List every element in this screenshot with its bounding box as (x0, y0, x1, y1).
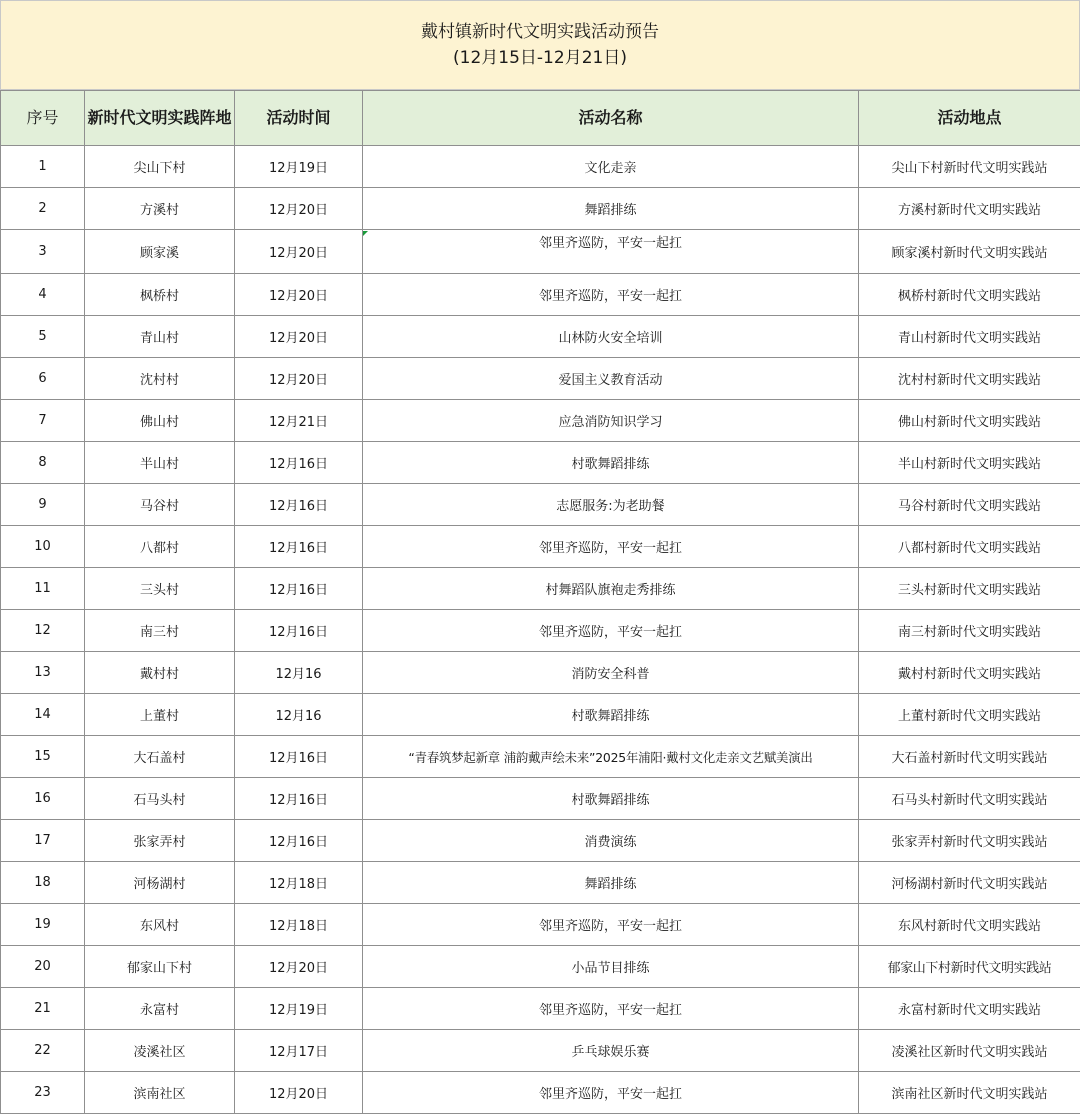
cell-time: 12月21日 (235, 400, 363, 442)
cell-time: 12月16 (235, 652, 363, 694)
cell-activity: 山林防火安全培训 (363, 316, 859, 358)
cell-place: 尖山下村新时代文明实践站 (859, 146, 1080, 188)
cell-activity: 邻里齐巡防，平安一起扛 (363, 610, 859, 652)
cell-site: 沈村村 (85, 358, 235, 400)
cell-activity: 邻里齐巡防，平安一起扛 (363, 904, 859, 946)
cell-time: 12月16日 (235, 442, 363, 484)
cell-time: 12月20日 (235, 1072, 363, 1114)
cell-place: 郁家山下村新时代文明实践站 (859, 946, 1080, 988)
cell-site: 佛山村 (85, 400, 235, 442)
cell-site: 青山村 (85, 316, 235, 358)
cell-place: 凌溪社区新时代文明实践站 (859, 1030, 1080, 1072)
cell-time: 12月20日 (235, 188, 363, 230)
table-row (1, 820, 1080, 862)
cell-site: 东风村 (85, 904, 235, 946)
cell-time: 12月18日 (235, 904, 363, 946)
cell-site: 三头村 (85, 568, 235, 610)
cell-place: 马谷村新时代文明实践站 (859, 484, 1080, 526)
cell-activity: 文化走亲 (363, 146, 859, 188)
cell-activity: 村歌舞蹈排练 (363, 778, 859, 820)
column-header-place: 活动地点 (859, 91, 1080, 146)
cell-activity: 小品节目排练 (363, 946, 859, 988)
cell-place: 戴村村新时代文明实践站 (859, 652, 1080, 694)
cell-place: 上董村新时代文明实践站 (859, 694, 1080, 736)
cell-activity: 爱国主义教育活动 (363, 358, 859, 400)
cell-place: 滨南社区新时代文明实践站 (859, 1072, 1080, 1114)
cell-site: 滨南社区 (85, 1072, 235, 1114)
cell-place: 沈村村新时代文明实践站 (859, 358, 1080, 400)
cell-site: 方溪村 (85, 188, 235, 230)
cell-seq: 13 (1, 652, 85, 694)
table-row (1, 230, 1080, 274)
cell-site: 郁家山下村 (85, 946, 235, 988)
cell-place: 石马头村新时代文明实践站 (859, 778, 1080, 820)
cell-seq: 12 (1, 610, 85, 652)
cell-time: 12月16日 (235, 736, 363, 778)
table-row (1, 736, 1080, 778)
cell-site: 凌溪社区 (85, 1030, 235, 1072)
cell-place: 佛山村新时代文明实践站 (859, 400, 1080, 442)
table-row (1, 400, 1080, 442)
cell-time: 12月20日 (235, 946, 363, 988)
cell-seq: 4 (1, 274, 85, 316)
cell-time: 12月16日 (235, 484, 363, 526)
table-row (1, 862, 1080, 904)
cell-activity: 应急消防知识学习 (363, 400, 859, 442)
cell-time: 12月17日 (235, 1030, 363, 1072)
cell-site: 大石盖村 (85, 736, 235, 778)
page-subtitle: (12月15日-12月21日) (453, 45, 627, 71)
cell-place: 枫桥村新时代文明实践站 (859, 274, 1080, 316)
cell-activity: 舞蹈排练 (363, 188, 859, 230)
cell-site: 石马头村 (85, 778, 235, 820)
table-row (1, 316, 1080, 358)
cell-time: 12月16日 (235, 778, 363, 820)
cell-place: 三头村新时代文明实践站 (859, 568, 1080, 610)
cell-seq: 7 (1, 400, 85, 442)
cell-seq: 10 (1, 526, 85, 568)
table-row (1, 1072, 1080, 1114)
cell-activity: 邻里齐巡防，平安一起扛 (363, 1072, 859, 1114)
cell-place: 南三村新时代文明实践站 (859, 610, 1080, 652)
cell-seq: 21 (1, 988, 85, 1030)
cell-site: 枫桥村 (85, 274, 235, 316)
cell-site: 戴村村 (85, 652, 235, 694)
cell-place: 东风村新时代文明实践站 (859, 904, 1080, 946)
cell-seq: 16 (1, 778, 85, 820)
table-row (1, 778, 1080, 820)
table-row (1, 694, 1080, 736)
cell-place: 顾家溪村新时代文明实践站 (859, 230, 1080, 274)
cell-seq: 2 (1, 188, 85, 230)
cell-site: 永富村 (85, 988, 235, 1030)
table-body (1, 146, 1080, 1114)
cell-activity: 邻里齐巡防，平安一起扛 (363, 526, 859, 568)
cell-time: 12月16日 (235, 610, 363, 652)
cell-seq: 20 (1, 946, 85, 988)
cell-time: 12月16 (235, 694, 363, 736)
cell-seq: 18 (1, 862, 85, 904)
cell-time: 12月16日 (235, 568, 363, 610)
table-row (1, 146, 1080, 188)
cell-seq: 14 (1, 694, 85, 736)
table-row (1, 568, 1080, 610)
table-row (1, 188, 1080, 230)
table-row (1, 946, 1080, 988)
column-header-seq: 序号 (1, 91, 85, 146)
cell-site: 八都村 (85, 526, 235, 568)
cell-activity: 村舞蹈队旗袍走秀排练 (363, 568, 859, 610)
cell-activity: 邻里齐巡防，平安一起扛 (363, 988, 859, 1030)
cell-place: 大石盖村新时代文明实践站 (859, 736, 1080, 778)
table-row (1, 988, 1080, 1030)
cell-time: 12月18日 (235, 862, 363, 904)
table-row (1, 526, 1080, 568)
table-row (1, 358, 1080, 400)
cell-seq: 8 (1, 442, 85, 484)
cell-site: 尖山下村 (85, 146, 235, 188)
table-row (1, 274, 1080, 316)
cell-site: 上董村 (85, 694, 235, 736)
table-row (1, 442, 1080, 484)
cell-seq: 9 (1, 484, 85, 526)
cell-activity: 村歌舞蹈排练 (363, 694, 859, 736)
cell-activity: 村歌舞蹈排练 (363, 442, 859, 484)
cell-time: 12月19日 (235, 146, 363, 188)
cell-seq: 22 (1, 1030, 85, 1072)
cell-seq: 6 (1, 358, 85, 400)
activity-table (0, 90, 1080, 1114)
cell-place: 张家弄村新时代文明实践站 (859, 820, 1080, 862)
cell-seq: 5 (1, 316, 85, 358)
cell-activity: 消费演练 (363, 820, 859, 862)
cell-place: 方溪村新时代文明实践站 (859, 188, 1080, 230)
cell-seq: 1 (1, 146, 85, 188)
cell-site: 河杨湖村 (85, 862, 235, 904)
cell-place: 半山村新时代文明实践站 (859, 442, 1080, 484)
table-header-row (1, 91, 1080, 146)
cell-seq: 3 (1, 230, 85, 274)
cell-activity: 乒乓球娱乐赛 (363, 1030, 859, 1072)
cell-site: 马谷村 (85, 484, 235, 526)
cell-time: 12月20日 (235, 274, 363, 316)
table-row (1, 652, 1080, 694)
cell-seq: 15 (1, 736, 85, 778)
table-row (1, 904, 1080, 946)
cell-site: 张家弄村 (85, 820, 235, 862)
cell-comment-indicator-icon[interactable] (363, 231, 368, 236)
cell-time: 12月19日 (235, 988, 363, 1030)
column-header-activity: 活动名称 (363, 91, 859, 146)
cell-site: 顾家溪 (85, 230, 235, 274)
cell-time: 12月20日 (235, 316, 363, 358)
cell-site: 南三村 (85, 610, 235, 652)
cell-seq: 19 (1, 904, 85, 946)
cell-seq: 23 (1, 1072, 85, 1114)
cell-time: 12月20日 (235, 358, 363, 400)
cell-time: 12月20日 (235, 230, 363, 274)
page-title: 戴村镇新时代文明实践活动预告 (421, 19, 659, 45)
table-row (1, 610, 1080, 652)
cell-seq: 17 (1, 820, 85, 862)
title-block (0, 0, 1080, 90)
cell-activity: 消防安全科普 (363, 652, 859, 694)
cell-activity: 邻里齐巡防，平安一起扛 (363, 230, 859, 274)
table-row (1, 484, 1080, 526)
cell-place: 永富村新时代文明实践站 (859, 988, 1080, 1030)
cell-site: 半山村 (85, 442, 235, 484)
column-header-time: 活动时间 (235, 91, 363, 146)
cell-activity: 舞蹈排练 (363, 862, 859, 904)
column-header-site: 新时代文明实践阵地 (85, 91, 235, 146)
cell-activity: 志愿服务:为老助餐 (363, 484, 859, 526)
cell-place: 青山村新时代文明实践站 (859, 316, 1080, 358)
table-row (1, 1030, 1080, 1072)
cell-place: 河杨湖村新时代文明实践站 (859, 862, 1080, 904)
cell-activity: 邻里齐巡防，平安一起扛 (363, 274, 859, 316)
cell-time: 12月16日 (235, 526, 363, 568)
cell-time: 12月16日 (235, 820, 363, 862)
cell-activity: “青春筑梦起新章 浦韵戴声绘未来”2025年浦阳·戴村文化走亲文艺赋美演出 (363, 736, 859, 778)
cell-place: 八都村新时代文明实践站 (859, 526, 1080, 568)
cell-seq: 11 (1, 568, 85, 610)
